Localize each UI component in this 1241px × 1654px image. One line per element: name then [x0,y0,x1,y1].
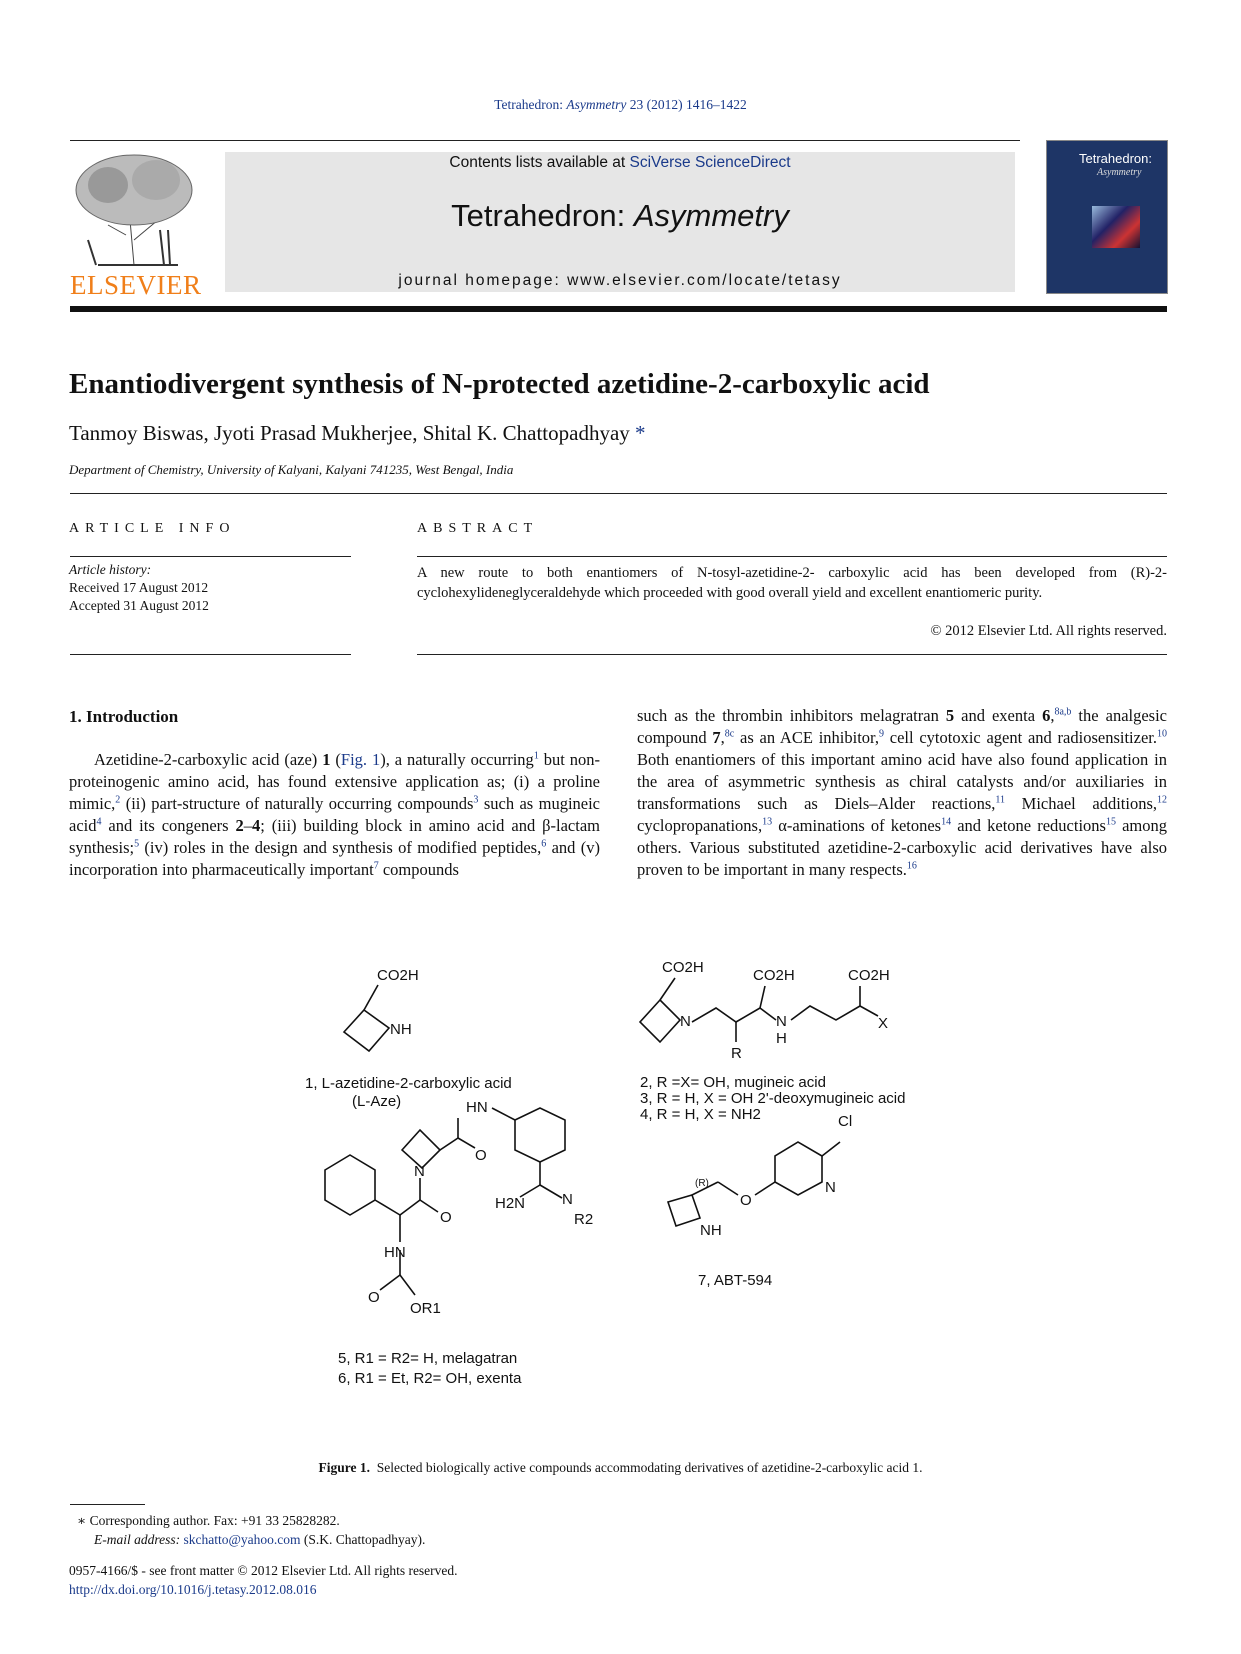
corresponding-text: Corresponding author. Fax: +91 33 25828282. [89,1513,340,1528]
cmpd6-label: 6, R1 = Et, R2= OH, exenta [338,1370,522,1387]
c2-nh-h: H [776,1030,787,1047]
info-bottom-rule [70,654,351,655]
abstract-bottom-rule [417,654,1167,655]
accepted-date: Accepted 31 August 2012 [69,598,209,613]
abstract-heading: ABSTRACT [417,521,539,536]
cmpd1-abbr: (L-Aze) [352,1093,402,1110]
cmpd7-label: 7, ABT-594 [698,1272,773,1289]
cover-title: Tetrahedron: [1079,151,1152,166]
figure-1-caption [0,1460,1241,1476]
figure-caption-label: Figure 1. [318,1460,370,1475]
authors [69,421,646,446]
c5-n2: N [562,1191,573,1208]
cover-subtitle: Asymmetry [1097,167,1142,178]
c2-nh-n: N [776,1013,787,1030]
header-top-rule [70,140,1020,141]
journal-ref-italic: Asymmetry [566,97,627,112]
c5-n: N [414,1163,425,1180]
c2-co2h-3: CO2H [848,967,890,984]
author-list: Tanmoy Biswas, Jyoti Prasad Mukherjee, Shital K. Chattopadhyay [69,421,630,445]
abstract-text: A new route to both enantiomers of N-tosyl-azetidine-2- carboxylic acid has been developed from (R)-2-cyclohexylideneglyceraldehyde which proceeded with good overall yield and excellent enantiomeric purity. [417,565,1167,601]
c2-r: R [731,1045,742,1062]
c5-r2: R2 [574,1211,594,1228]
figure-1-structures [280,950,960,1430]
c7-nh: NH [700,1222,722,1239]
elsevier-tree-logo [68,150,200,268]
intro-column-2: such as the thrombin inhibitors melagratran 5 and exenta 6,$^{8a,b}$ the analgesic compound 7,$^{8c}$ as an ACE inhibitor,$^9$ cell cytotoxic agent and radiosensitizer.$^{10}$ Both enantiomers of this important amino acid have also found application in the area of asymmetric synthesis as chiral catalysts and/or auxiliaries in transformations such as Diels–Alder reactions,$^{11}$ Michael additions,$^{12}$ cyclopropanations,$^{13}$ α-aminations of ketones$^{14}$ and ketone reductions$^{15}$ among others. Various substituted azetidine-2-carboxylic acid derivatives have also proven to be important in many respects.$^{16}$ [637,706,1168,879]
email-label: E-mail address: [94,1532,181,1547]
email-footnote [94,1532,425,1548]
journal-reference[interactable] [0,97,1241,113]
c2-co2h-1: CO2H [662,959,704,976]
journal-name-italic: Asymmetry [633,198,789,233]
journal-name [225,198,1015,234]
affiliation-rule [70,493,1167,494]
corresponding-footnote: ∗ Corresponding author. Fax: +91 33 25828282. [77,1513,340,1528]
elsevier-wordmark[interactable]: ELSEVIER [70,270,202,300]
c7-rconf: (R) [695,1178,709,1189]
header-thick-rule [70,306,1167,312]
cmpd2-label: 2, R =X= OH, mugineic acid [640,1074,826,1091]
doi-link[interactable]: http://dx.doi.org/10.1016/j.tetasy.2012.08.016 [69,1582,317,1597]
cmpd4-label: 4, R = H, X = NH2 [640,1106,761,1123]
abstract-copyright: © 2012 Elsevier Ltd. All rights reserved. [930,623,1167,639]
info-top-rule [70,556,351,557]
c5-o1: O [440,1209,452,1226]
c1-co2h: CO2H [377,967,419,984]
sciencedirect-link[interactable]: SciVerse ScienceDirect [629,154,791,171]
corresponding-author-mark[interactable]: * [635,421,646,445]
c7-o: O [740,1192,752,1209]
cmpd3-label: 3, R = H, X = OH 2'-deoxymugineic acid [640,1090,906,1107]
compound-2-structure [640,959,890,1062]
journal-homepage[interactable]: journal homepage: www.elsevier.com/locate/tetasy [398,272,842,289]
c2-n: N [680,1013,691,1030]
contents-prefix: Contents lists available at [449,154,630,171]
c2-co2h-2: CO2H [753,967,795,984]
compound-7-structure [668,1113,852,1239]
c5-h2n: H2N [495,1195,526,1212]
c1-nh: NH [390,1021,412,1038]
c5-o3: O [368,1289,380,1306]
received-date: Received 17 August 2012 [69,580,209,595]
c7-n: N [825,1179,836,1196]
journal-name-plain: Tetrahedron: [451,198,634,233]
affiliation: Department of Chemistry, University of Kalyani, Kalyani 741235, West Bengal, India [69,462,514,477]
article-title: Enantiodivergent synthesis of N-protected azetidine-2-carboxylic acid [69,368,930,400]
c5-or1: OR1 [410,1300,441,1317]
c2-x: X [878,1015,889,1032]
article-history-label: Article history: [69,562,152,577]
issn-line: 0957-4166/$ - see front matter © 2012 Elsevier Ltd. All rights reserved. [69,1563,458,1578]
abstract-top-rule [417,556,1167,557]
cmpd1-name: 1, L-azetidine-2-carboxylic acid [305,1075,512,1092]
compound-1-structure [344,967,419,1051]
c5-o2: O [475,1147,487,1164]
intro-column-1: Azetidine-2-carboxylic acid (aze) 1 (Fig. 1), a naturally occurring$^1$ but non-proteinogenic amino acid, has found extensive application as; (i) a proline mimic,$^2$ (ii) part-structure of naturally occurring compounds$^3$ such as mugineic acid$^4$ and its congeners 2–4; (iii) building block in amino acid and β-lactam synthesis;$^5$ (iv) roles in the design and synthesis of modified peptides,$^6$ and (v) incorporation into pharmaceutically important$^7$ compounds [69,750,601,879]
cmpd5-label: 5, R1 = R2= H, melagatran [338,1350,518,1367]
journal-ref-suffix: 23 (2012) 1416–1422 [626,97,747,112]
c5-hn2: HN [466,1099,488,1116]
journal-ref-prefix: Tetrahedron: [494,97,567,112]
email-name: (S.K. Chattopadhyay). [303,1532,426,1547]
compound-5-structure [325,1099,593,1317]
email-link[interactable]: skchatto@yahoo.com [183,1532,301,1547]
c7-cl: Cl [838,1113,853,1130]
footnote-rule [70,1504,145,1505]
cover-image [1092,206,1140,248]
intro-heading: 1. Introduction [69,707,179,726]
c5-hn: HN [384,1244,406,1261]
figure-caption-text: Selected biologically active compounds accommodating derivatives of azetidine-2-carboxylic acid 1. [376,1460,923,1475]
article-info-heading: ARTICLE INFO [69,521,236,536]
contents-line [225,154,1015,172]
journal-cover[interactable] [1046,140,1168,294]
